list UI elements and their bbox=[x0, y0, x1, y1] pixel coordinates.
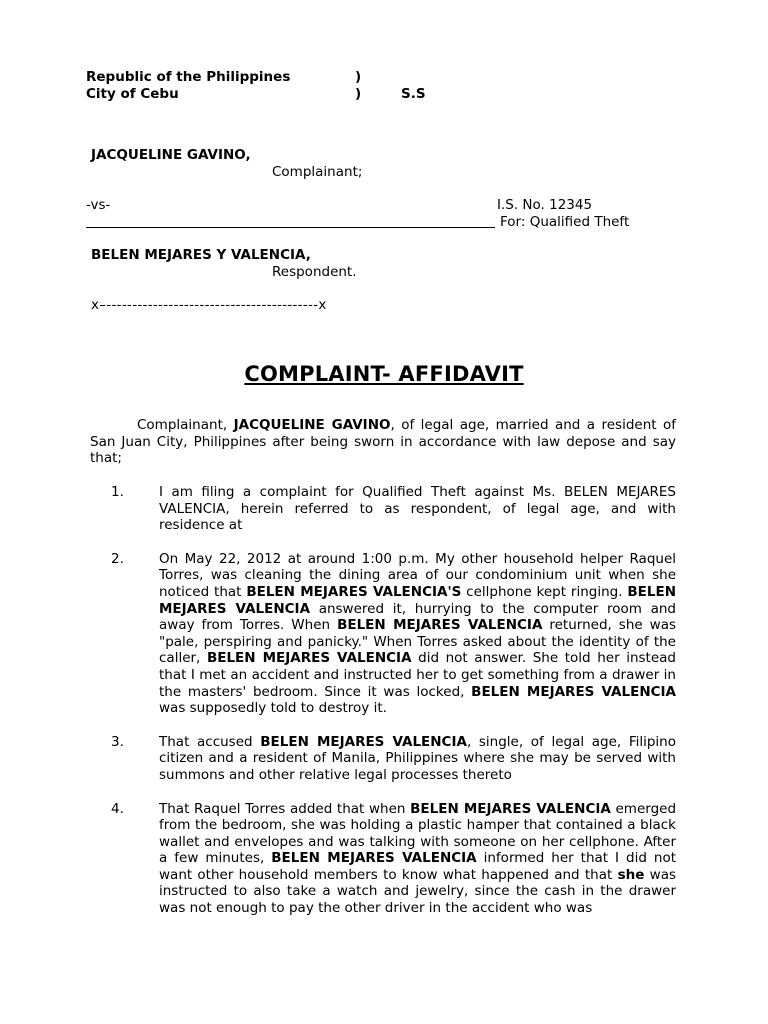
intro-paragraph bbox=[90, 417, 676, 467]
respondent-name: BELEN MEJARES Y VALENCIA, bbox=[91, 247, 311, 263]
header-paren-1: ) bbox=[355, 69, 362, 85]
allegations-list bbox=[111, 484, 677, 917]
item-text: cellphone kept ringing. bbox=[461, 583, 628, 600]
item-text: On May 22, 2012 at around 1:00 p.m. My other household helper Raquel Torres, was cleaning the dining area of our condominium unit when she noticed that bbox=[159, 550, 676, 600]
item-text: That Raquel Torres added that when bbox=[159, 800, 411, 817]
list-item bbox=[111, 733, 677, 784]
item-text: was instructed to also take a watch and jewelry, since the cash in the drawer was not enough to pay the other driver in the accident who was bbox=[159, 866, 676, 917]
respondent-name-bold: BELEN MEJARES VALENCIA bbox=[206, 650, 412, 667]
item-number: 2. bbox=[111, 550, 124, 567]
item-number: 1. bbox=[111, 484, 124, 500]
item-text: answered it, hurrying to the computer room and away from Torres. When bbox=[159, 600, 676, 634]
respondent-name-bold: BELEN MEJARES VALENCIA bbox=[471, 683, 676, 700]
complainant-name: JACQUELINE GAVINO, bbox=[91, 147, 251, 163]
header-paren-2: ) bbox=[355, 86, 362, 102]
item-text: emerged from the bedroom, she was holding a plastic hamper that contained a black wallet and envelopes and was talking with someone on her cellphone. After a few minutes, bbox=[159, 800, 677, 867]
header-ss: S.S bbox=[401, 86, 426, 102]
pronoun-bold: she bbox=[617, 866, 645, 883]
document-title: COMPLAINT- AFFIDAVIT bbox=[244, 362, 524, 386]
item-text: , single, of legal age, Filipino citizen and a resident of Manila, Philippines where she may be served with summons and other relative legal processes thereto bbox=[159, 733, 677, 783]
respondent-name-bold: BELEN MEJARES VALENCIA bbox=[260, 733, 467, 750]
intro-complainant-name: JACQUELINE GAVINO bbox=[233, 417, 391, 433]
intro-text-2: , of legal age, married and a resident of San Juan City, Philippines after being sworn in accordance with law depose and say that; bbox=[90, 417, 676, 467]
item-text: informed her that I did not want other household members to know what happened and that bbox=[159, 850, 677, 883]
item-text: I am filing a complaint for Qualified Theft against Ms. BELEN MEJARES VALENCIA, herein referred to as respondent, of legal age, and with residence at bbox=[159, 484, 676, 534]
item-text: did not answer. She told her instead that I met an accident and instructed her to get something from a drawer in the masters' bedroom. Since it was locked, bbox=[159, 650, 676, 700]
respondent-name-bold: BELEN MEJARES VALENCIA bbox=[337, 617, 543, 634]
list-item bbox=[111, 800, 677, 917]
complainant-role: Complainant; bbox=[272, 164, 363, 180]
item-text: was supposedly told to destroy it. bbox=[159, 700, 387, 717]
item-text: That accused bbox=[159, 733, 261, 750]
list-item bbox=[111, 484, 676, 534]
intro-text-1: Complainant, bbox=[137, 417, 234, 433]
case-offense: For: Qualified Theft bbox=[500, 214, 630, 230]
respondent-name-bold: BELEN MEJARES VALENCIA bbox=[271, 850, 477, 867]
caption-separator: x–-----------------------------------------x bbox=[91, 297, 327, 313]
caption-rule bbox=[86, 227, 495, 228]
item-number: 3. bbox=[111, 733, 124, 750]
respondent-name-bold: BELEN MEJARES VALENCIA bbox=[159, 583, 676, 617]
respondent-name-bold: BELEN MEJARES VALENCIA bbox=[410, 800, 611, 817]
list-item bbox=[111, 550, 677, 717]
header-city: City of Cebu bbox=[86, 86, 179, 102]
respondent-role: Respondent. bbox=[272, 264, 357, 280]
item-number: 4. bbox=[111, 800, 124, 817]
case-number: I.S. No. 12345 bbox=[497, 197, 593, 213]
header-republic: Republic of the Philippines bbox=[86, 69, 291, 85]
item-text: returned, she was "pale, perspiring and panicky." When Torres asked about the identity of the caller, bbox=[159, 617, 677, 667]
versus-label: -vs- bbox=[86, 197, 111, 213]
respondent-name-bold: BELEN MEJARES VALENCIA'S bbox=[246, 583, 462, 600]
